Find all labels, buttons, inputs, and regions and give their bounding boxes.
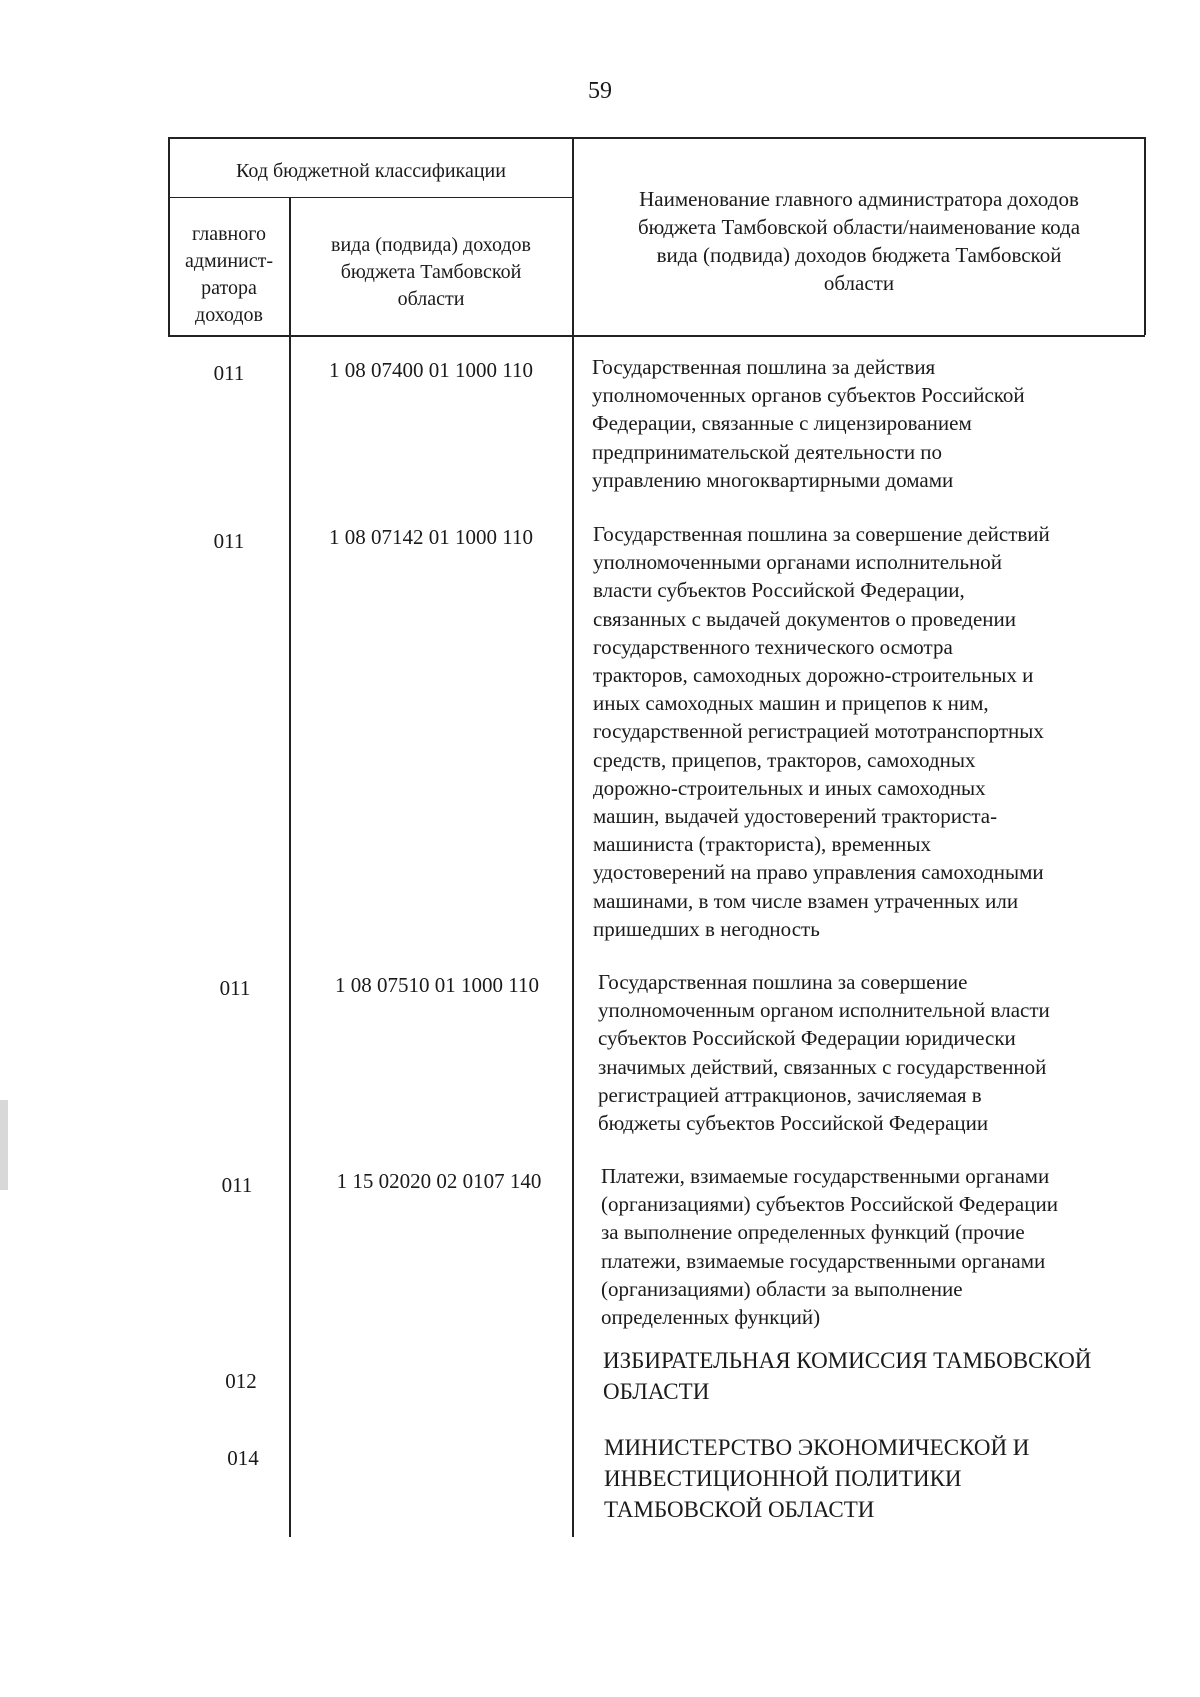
row-3-name: Государственная пошлина за совершение уполномоченным органом исполнительной власти субъектов Российской Федерации юридически значимых действий, связанных с государственной регистрацией аттракционов, зачисляемая в бюджеты субъектов Российской Федерации [598,970,1050,1136]
header-col-code: вида (подвида) доходов бюджета Тамбовской области [331,234,531,310]
header-bottom-border [168,335,1145,337]
row-1-income-code: 1 08 07400 01 1000 110 [329,358,533,382]
scan-edge-mark [0,1100,8,1190]
page-number: 59 [588,78,612,104]
row-5-admin-code: 012 [225,1369,257,1393]
row-4-admin-code: 011 [221,1173,253,1197]
column-divider-2 [572,137,574,1537]
column-divider-1 [289,197,291,1537]
row-5-name: ИЗБИРАТЕЛЬНАЯ КОМИССИЯ ТАМБОВСКОЙ ОБЛАСТИ [603,1348,1092,1404]
row-4-income-code: 1 15 02020 02 0107 140 [336,1169,542,1193]
header-group-divider [168,197,573,198]
row-1-admin-code: 011 [213,361,245,385]
row-1-name: Государственная пошлина за действия уполномоченных органов субъектов Российской Федерации, связанные с лицензированием предпринимательской деятельности по управлению многоквартирными домами [592,355,1025,492]
table-top-border [168,137,1145,139]
row-6-admin-code: 014 [227,1446,259,1470]
header-group-title: Код бюджетной классификации [236,160,506,182]
table-right-border [1144,137,1146,335]
row-6-name: МИНИСТЕРСТВО ЭКОНОМИЧЕСКОЙ И ИНВЕСТИЦИОННОЙ ПОЛИТИКИ ТАМБОВСКОЙ ОБЛАСТИ [604,1435,1030,1522]
row-3-admin-code: 011 [219,976,251,1000]
header-col-name: Наименование главного администратора доходов бюджета Тамбовской области/наименование кода вида (подвида) доходов бюджета Тамбовской области [637,187,1081,295]
row-2-admin-code: 011 [213,529,245,553]
row-2-name: Государственная пошлина за совершение действий уполномоченными органами исполнительной власти субъектов Российской Федерации, связанных с выдачей документов о проведении государственного технического осмотра тракторов, самоходных дорожно-строительных и иных самоходных машин и прицепов к ним, государственной регистрацией мототранспортных средств, прицепов, тракторов, самоходных дорожно-строительных и иных самоходных машин, выдачей удостоверений тракториста- машиниста (тракториста), временных удостоверений на право управления самоходными машинами, в том числе взамен утраченных или пришедших в негодность [593,522,1050,941]
row-3-income-code: 1 08 07510 01 1000 110 [335,973,539,997]
row-4-name: Платежи, взимаемые государственными органами (организациями) субъектов Российской Федерации за выполнение определенных функций (прочие платежи, взимаемые государственными органами (организациями) области за выполнение определенных функций) [601,1164,1058,1330]
header-col-admin: главного админист- ратора доходов [184,223,274,326]
row-2-income-code: 1 08 07142 01 1000 110 [329,525,533,549]
